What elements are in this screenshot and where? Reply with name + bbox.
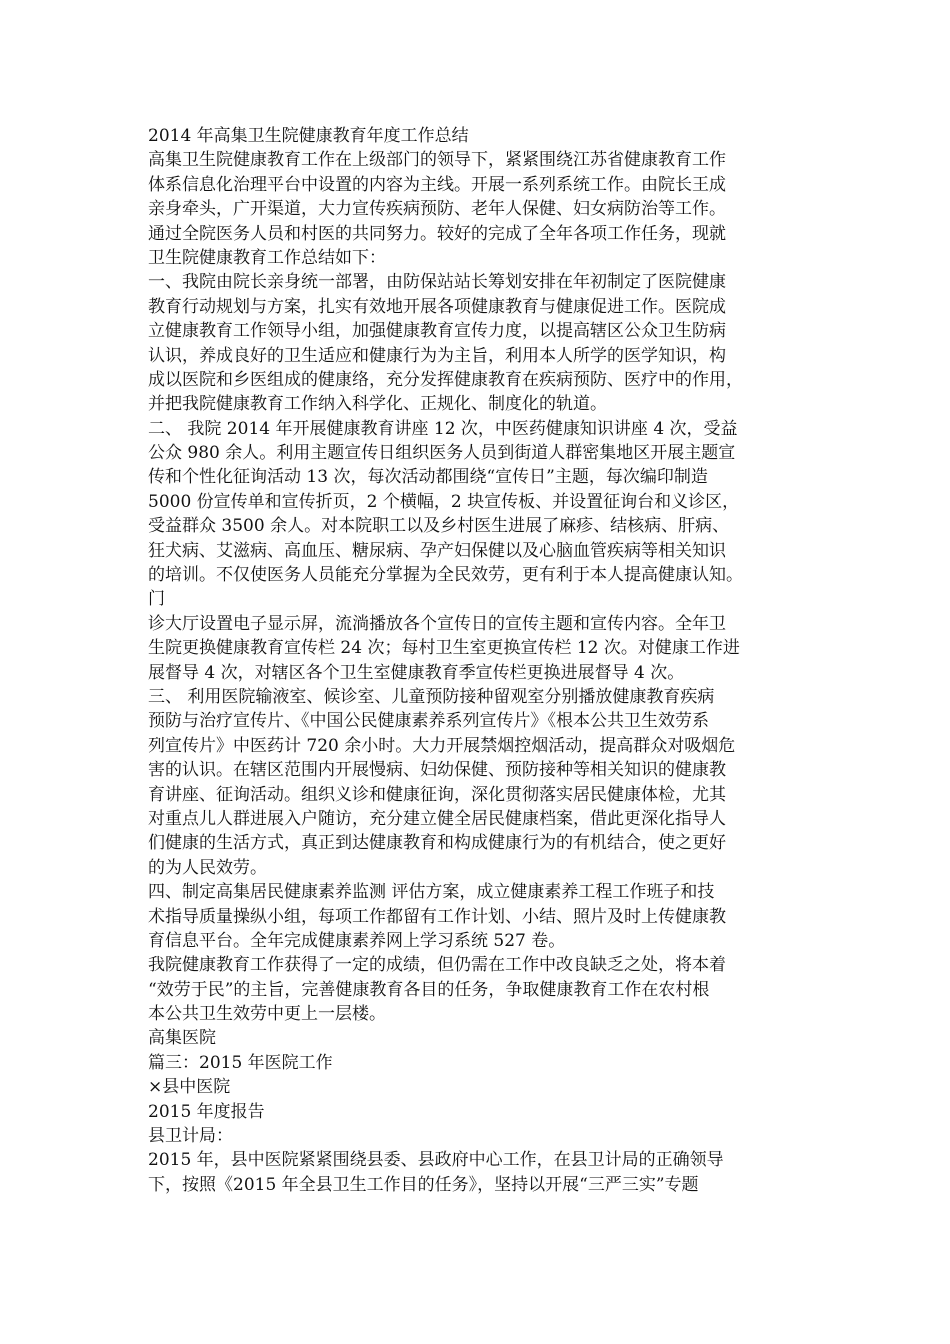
text-line: 狂犬病、艾滋病、高血压、糖尿病、孕产妇保健以及心脑血管疾病等相关知识 [148, 540, 726, 561]
text-line: 本公共卫生效劳中更上一层楼。 [148, 1004, 386, 1025]
signature-line: 高集医院 [148, 1028, 216, 1049]
text-line: 二、 我院 2014 年开展健康教育讲座 12 次，中医药健康知识讲座 4 次，受益 [148, 418, 738, 439]
text-line: 展督导 4 次，对辖区各个卫生室健康教育季宣传栏更换进展督导 4 次。 [148, 662, 685, 683]
text-line: 我院健康教育工作获得了一定的成绩，但仍需在工作中改良缺乏之处，将本着 [148, 955, 726, 976]
document-title: 2014 年高集卫生院健康教育年度工作总结 [148, 126, 469, 146]
text-line: 成以医院和乡医组成的健康络，充分发挥健康教育在疾病预防、医疗中的作用， [148, 369, 743, 390]
text-line: 生院更换健康教育宣传栏 24 次；每村卫生室更换宣传栏 12 次。对健康工作进 [148, 638, 740, 659]
text-line: 立健康教育工作领导小组，加强健康教育宣传力度，以提高辖区公众卫生防病 [148, 321, 726, 342]
text-line: 5000 份宣传单和宣传折页，2 个横幅，2 块宣传板、并设置征询台和义诊区， [148, 491, 740, 512]
text-line: 的培训。不仅使医务人员能充分掌握为全民效劳，更有利于本人提高健康认知。 [148, 565, 743, 586]
text-line: 2015 年，县中医院紧紧围绕县委、县政府中心工作，在县卫计局的正确领导 [148, 1150, 724, 1171]
text-line: 教育行动规划与方案，扎实有效地开展各项健康教育与健康促进工作。医院成 [148, 296, 726, 317]
document-body [148, 124, 813, 1197]
text-line: 的为人民效劳。 [148, 857, 267, 878]
text-line: 高集卫生院健康教育工作在上级部门的领导下，紧紧围绕江苏省健康教育工作 [148, 150, 726, 171]
text-line: 受益群众 3500 余人。对本院职工以及乡村医生进展了麻疹、结核病、肝病、 [148, 516, 730, 537]
text-line: 2015 年度报告 [148, 1101, 265, 1122]
text-line: 育讲座、征询活动。组织义诊和健康征询，深化贯彻落实居民健康体检，尤其 [148, 784, 726, 805]
text-line: 术指导质量操纵小组，每项工作都留有工作计划、小结、照片及时上传健康教 [148, 906, 726, 927]
text-line: 门 [148, 589, 165, 610]
text-line: 亲身牵头，广开渠道，大力宣传疾病预防、老年人保健、妇女病防治等工作。 [148, 199, 726, 220]
text-line: 下，按照《2015 年全县卫生工作目的任务》，坚持以开展“三严三实”专题 [148, 1174, 699, 1195]
text-line: 们健康的生活方式，真正到达健康教育和构成健康行为的有机结合，使之更好 [148, 833, 726, 854]
text-line: 通过全院医务人员和村医的共同努力。较好的完成了全年各项工作任务，现就 [148, 223, 726, 244]
text-line: 四、制定高集居民健康素养监测 评估方案，成立健康素养工程工作班子和技 [148, 882, 715, 903]
text-line: “效劳于民”的主旨，完善健康教育各目的任务，争取健康教育工作在农村根 [148, 979, 710, 1000]
text-line: 公众 980 余人。利用主题宣传日组织医务人员到街道人群密集地区开展主题宣 [148, 443, 736, 464]
text-line: 认识，养成良好的卫生适应和健康行为为主旨，利用本人所学的医学知识，构 [148, 345, 726, 366]
text-line: 诊大厅设置电子显示屏，流淌播放各个宣传日的宣传主题和宣传内容。全年卫 [148, 613, 726, 634]
text-line: 列宣传片》中医药计 720 余小时。大力开展禁烟控烟活动，提高群众对吸烟危 [148, 735, 736, 756]
text-line: 传和个性化征询活动 13 次，每次活动都围绕“宣传日”主题，每次编印制造 [148, 467, 708, 488]
text-line: 害的认识。在辖区范围内开展慢病、妇幼保健、预防接种等相关知识的健康教 [148, 760, 726, 781]
text-line: ×县中医院 [148, 1077, 231, 1098]
text-line: 预防与治疗宣传片、《中国公民健康素养系列宣传片》《根本公共卫生效劳系 [148, 711, 709, 732]
text-line: 育信息平台。全年完成健康素养网上学习系统 527 卷。 [148, 930, 566, 951]
text-line: 县卫计局： [148, 1126, 233, 1147]
text-line: 一、我院由院长亲身统一部署，由防保站站长筹划安排在年初制定了医院健康 [148, 272, 726, 293]
text-line: 体系信息化治理平台中设置的内容为主线。开展一系列系统工作。由院长王成 [148, 174, 726, 195]
text-line: 并把我院健康教育工作纳入科学化、正规化、制度化的轨道。 [148, 394, 607, 415]
section-heading: 篇三：2015 年医院工作 [148, 1052, 333, 1073]
text-line: 三、 利用医院输液室、候诊室、儿童预防接种留观室分别播放健康教育疾病 [148, 686, 715, 707]
text-line: 卫生院健康教育工作总结如下： [148, 247, 386, 268]
text-line: 对重点儿人群进展入户随访，充分建立健全居民健康档案，借此更深化指导人 [148, 808, 726, 829]
